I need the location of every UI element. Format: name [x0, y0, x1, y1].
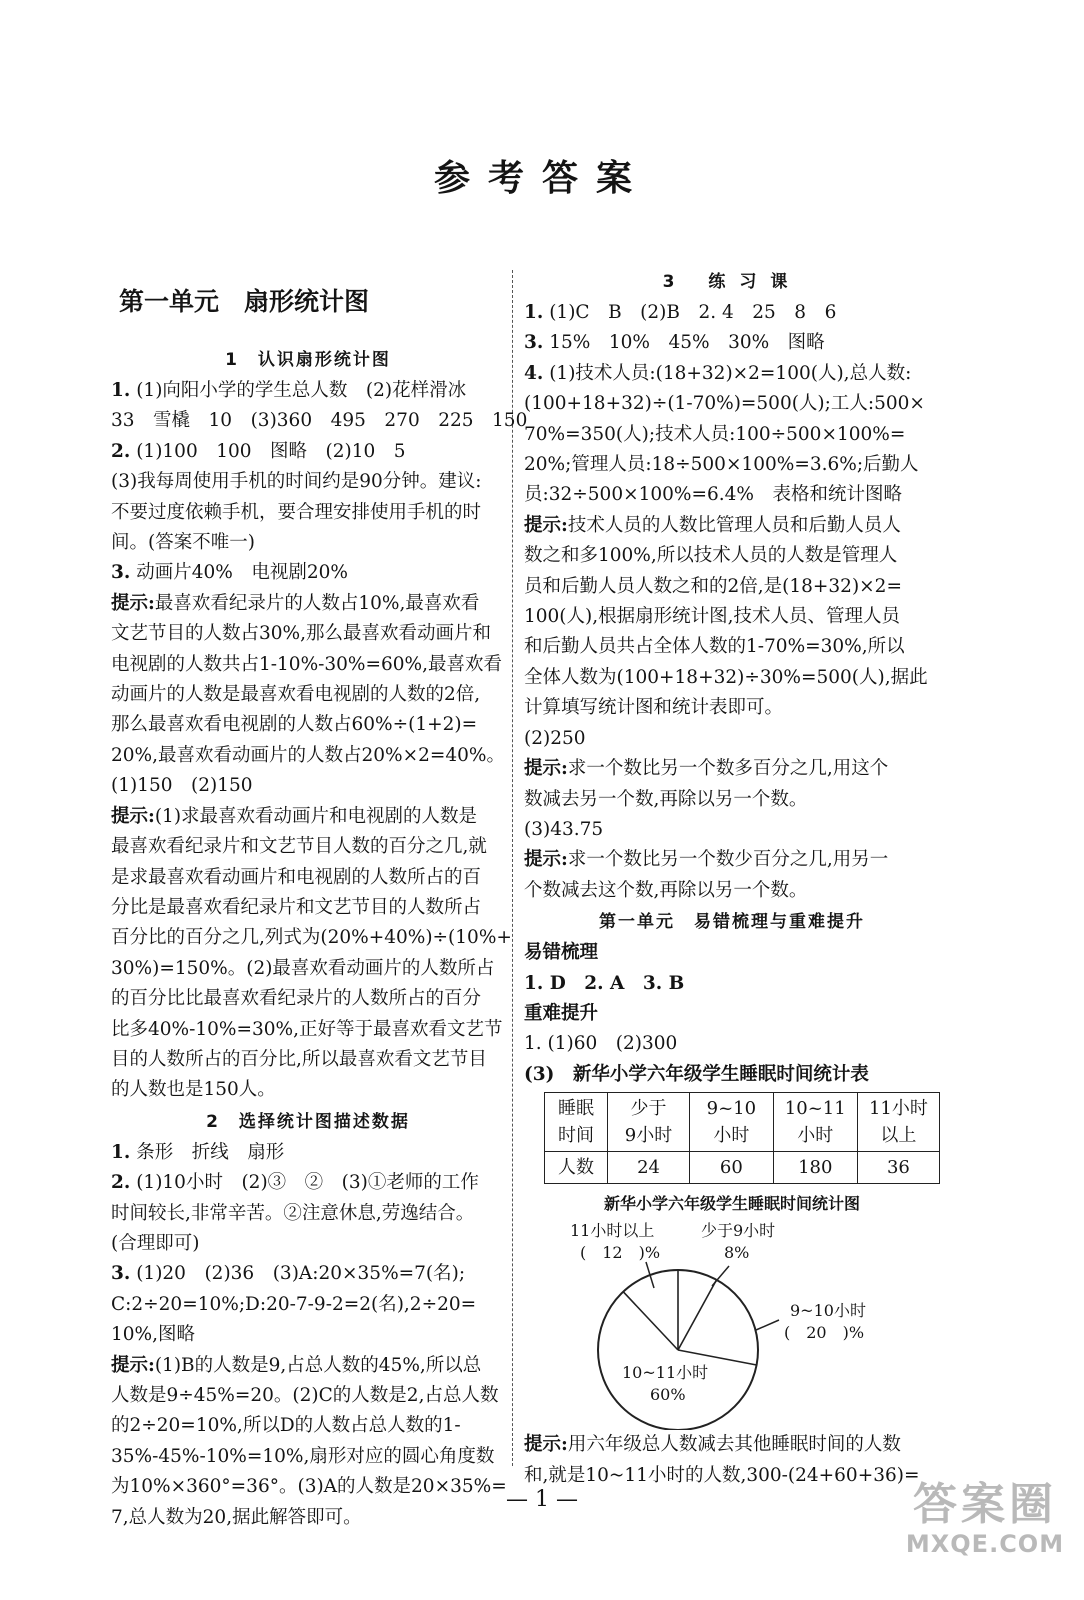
line-text: 数减去另一个数,再除以另一个数。: [524, 788, 808, 810]
answer-line: [111, 1320, 505, 1350]
table-cell: 人数: [545, 1152, 608, 1184]
right-column: [524, 266, 940, 1491]
table-row: [545, 1093, 940, 1152]
answer-line: [111, 1199, 505, 1229]
answer-line: [111, 832, 505, 862]
answer-line: [111, 528, 505, 558]
line-text: (1)向阳小学的学生总人数 (2)花样滑冰: [130, 380, 467, 401]
pie-label-under9-value: 8%: [724, 1243, 750, 1263]
line-text: 间。(答案不唯一): [111, 532, 255, 554]
line-text: 的2÷20=10%,所以D的人数占总人数的1-: [111, 1415, 461, 1437]
answer-line: [111, 1138, 505, 1168]
answer-line: [111, 1229, 505, 1259]
answer-line: [111, 1045, 505, 1075]
column-divider: [512, 270, 513, 1466]
line-marker: 提示:: [524, 849, 568, 871]
line-text: 和后勤人员共占全体人数的1-70%=30%,所以: [524, 636, 905, 658]
table-cell: 10~11 小时: [773, 1093, 857, 1152]
line-text: (1)100 100 图略 (2)10 5: [130, 440, 406, 462]
answer-line: [111, 376, 505, 406]
line-marker: 提示:: [524, 758, 568, 780]
answer-line: [111, 589, 505, 619]
answer-line: [524, 693, 940, 723]
line-text: 员和后勤人员人数之和的2倍,是(18+32)×2=: [524, 575, 902, 597]
table-cell: 180: [773, 1152, 857, 1184]
answer-line: [524, 815, 940, 845]
yicuo-heading: 易错梳理: [524, 942, 599, 964]
line-marker: 提示:: [524, 1434, 568, 1456]
answer-line: [524, 480, 940, 510]
pie-label-11plus-value: ( 12 )%: [580, 1243, 661, 1263]
section-heading-2: 2 选择统计图描述数据: [206, 1111, 410, 1132]
line-text: 技术人员的人数比管理人员和后勤人员人: [567, 514, 901, 536]
section-heading-1: 1 认识扇形统计图: [225, 350, 391, 370]
line-text: (1)20 (2)36 (3)A:20×35%=7(名);: [130, 1263, 466, 1285]
answer-line: [111, 984, 505, 1014]
answer-line: [524, 511, 940, 541]
line-text: 100(人),根据扇形统计图,技术人员、管理人员: [524, 606, 901, 628]
line-text: 为10%×360°=36°。(3)A的人数是20×35%=: [111, 1476, 507, 1498]
line-marker: 4.: [524, 362, 544, 384]
line-text: 全体人数为(100+18+32)÷30%=500(人),据此: [524, 666, 928, 688]
answer-line: [524, 785, 940, 815]
answer-line: [111, 558, 505, 588]
line-text: 个数减去这个数,再除以另一个数。: [524, 879, 808, 901]
answer-line: [111, 741, 505, 771]
line-text: 10%,图略: [111, 1324, 195, 1346]
answer-line: [111, 1351, 505, 1381]
line-marker: 提示:: [111, 1354, 155, 1376]
line-text: 数之和多100%,所以技术人员的人数是管理人: [524, 545, 898, 567]
final-hint: [524, 1430, 940, 1491]
table-row: [545, 1152, 940, 1184]
line-text: 的人数也是150人。: [111, 1079, 276, 1101]
answer-line: [111, 498, 505, 528]
answer-line: [524, 724, 940, 754]
answer-line: [111, 680, 505, 710]
unit-title: 第一单元 扇形统计图: [119, 287, 370, 316]
answer-line: [111, 467, 505, 497]
answer-line: [524, 298, 940, 328]
line-text: 人数是9÷45%=20。(2)C的人数是2,占总人数: [111, 1385, 499, 1406]
answer-line: [524, 420, 940, 450]
section-3-answers: [524, 298, 940, 906]
line-text: (1)10小时 (2)③ ② (3)①老师的工作: [130, 1172, 479, 1194]
answer-line: [524, 389, 940, 419]
answer-line: [111, 954, 505, 984]
answer-line: [111, 863, 505, 893]
answer-line: [111, 1381, 505, 1411]
answer-line: [111, 710, 505, 740]
line-marker: 提示:: [524, 514, 568, 536]
answer-line: [111, 923, 512, 953]
answer-line: [111, 1442, 505, 1472]
line-text: 30%)=150%。(2)最喜欢看动画片的人数所占: [111, 957, 495, 979]
line-marker: 1.: [524, 302, 544, 323]
line-text: 最喜欢看纪录片的人数占10%,最喜欢看: [154, 592, 480, 614]
line-text: 员:32÷500×100%=6.4% 表格和统计图略: [524, 484, 902, 506]
sleep-time-table: [544, 1092, 940, 1184]
pie-slice-boundary: [623, 1292, 678, 1350]
line-text: 文艺节目的人数占30%,那么最喜欢看动画片和: [111, 623, 492, 645]
answer-line: [111, 1290, 505, 1320]
line-text: 计算填写统计图和统计表即可。: [524, 697, 784, 719]
answer-line: [524, 359, 940, 389]
answer-line: [111, 771, 505, 801]
pie-label-11plus: 11小时以上: [570, 1221, 655, 1241]
answer-line: [524, 541, 940, 571]
line-text: (1)求最喜欢看动画片和电视剧的人数是: [154, 805, 478, 827]
line-text: 33 雪橇 10 (3)360 495 270 225 150: [111, 410, 528, 432]
line-text: 20%,最喜欢看动画片的人数占20%×2=40%。: [111, 744, 506, 766]
answer-line: [111, 1075, 505, 1105]
pie-label-10to11-value: 60%: [650, 1385, 686, 1405]
line-text: (1)B的人数是9,占总人数的45%,所以总: [154, 1354, 482, 1376]
line-text: 最喜欢看纪录片和文艺节目人数的百分之几,就: [111, 836, 487, 858]
pie-label-9to10-value: ( 20 )%: [784, 1323, 865, 1343]
page-number: — 1 —: [506, 1487, 578, 1512]
answer-line: [111, 1259, 505, 1289]
section-heading-3: 3 练习课: [662, 272, 802, 292]
answer-line: [524, 328, 940, 358]
line-text: 求一个数比另一个数少百分之几,用另一: [567, 849, 889, 871]
pie-label-10to11: 10~11小时: [622, 1363, 709, 1383]
pie-chart-title: 新华小学六年级学生睡眠时间统计图: [603, 1194, 860, 1214]
page-title: 参考答案: [433, 158, 650, 199]
pie-leader-line: [756, 1320, 779, 1330]
answer-line: [524, 754, 940, 784]
section-heading-4: 第一单元 易错梳理与重难提升: [599, 912, 865, 933]
line-marker: 2.: [111, 1172, 131, 1194]
answer-line: [524, 632, 940, 662]
line-text: 比多40%-10%=30%,正好等于最喜欢看文艺节: [111, 1018, 503, 1040]
answer-line: [111, 437, 505, 467]
section-1-answers: [111, 376, 528, 1106]
answer-line: [111, 1411, 505, 1441]
line-marker: 提示:: [111, 592, 155, 614]
line-text: 目的人数所占的百分比,所以最喜欢看文艺节目: [111, 1048, 487, 1070]
answer-line: [524, 845, 940, 875]
line-text: 35%-45%-10%=10%,扇形对应的圆心角度数: [111, 1445, 495, 1467]
answer-line: [111, 1168, 505, 1198]
table-cell: 11小时 以上: [857, 1093, 939, 1152]
table-cell: 9~10 小时: [690, 1093, 774, 1152]
line-text: 的百分比比最喜欢看纪录片的人数所占的百分: [111, 988, 482, 1010]
line-marker: 3.: [111, 562, 131, 584]
line-text: C:2÷20=10%;D:20-7-9-2=2(名),2÷20=: [111, 1293, 477, 1315]
line-marker: 1.: [111, 380, 131, 401]
line-text: 15% 10% 45% 30% 图略: [543, 332, 825, 354]
line-text: 求一个数比另一个数多百分之几,用这个: [567, 758, 889, 780]
pie-label-9to10: 9~10小时: [790, 1301, 866, 1321]
pie-slice-boundary: [678, 1280, 717, 1350]
section-2-answers: [111, 1138, 505, 1533]
line-text: (2)250: [524, 727, 586, 749]
answer-line: [524, 876, 940, 906]
line-marker: 1.: [111, 1141, 131, 1163]
line-text: 7,总人数为20,据此解答即可。: [111, 1506, 362, 1528]
answer-line: [524, 450, 940, 480]
line-marker: 3.: [111, 1263, 131, 1285]
zhongnan-answer: 1. (1)60 (2)300: [524, 1033, 678, 1055]
line-text: (3)我每周使用手机的时间约是90分钟。建议:: [111, 471, 482, 493]
line-text: 时间较长,非常辛苦。②注意休息,劳逸结合。: [111, 1202, 475, 1224]
answer-line: [111, 650, 505, 680]
line-text: (1)技术人员:(18+32)×2=100(人),总人数:: [543, 362, 912, 384]
zhongnan-heading: 重难提升: [524, 1002, 599, 1024]
line-text: 条形 折线 扇形: [130, 1141, 285, 1163]
line-text: 百分比的百分之几,列式为(20%+40%)÷(10%+: [111, 927, 512, 949]
line-text: 动画片40% 电视剧20%: [130, 562, 348, 584]
line-text: (1)150 (2)150: [111, 775, 253, 797]
line-text: 动画片的人数是最喜欢看电视剧的人数的2倍,: [111, 684, 481, 706]
line-text: 70%=350(人);技术人员:100÷500×100%=: [524, 423, 906, 445]
line-text: 不要过度依赖手机，要合理安排使用手机的时: [111, 501, 482, 523]
answer-line: [111, 619, 505, 649]
table-caption: (3) 新华小学六年级学生睡眠时间统计表: [524, 1063, 869, 1085]
line-text: 分比是最喜欢看纪录片和文艺节目的人数所占: [111, 896, 482, 918]
line-marker: 提示:: [111, 805, 155, 827]
answer-line: [524, 602, 940, 632]
answer-line: [111, 406, 528, 436]
line-text: (100+18+32)÷(1-70%)=500(人);工人:500×: [524, 393, 925, 415]
answer-line: [111, 893, 505, 923]
yicuo-answers: 1. D 2. A 3. B: [524, 972, 685, 994]
line-text: 和,就是10~11小时的人数,300-(24+60+36)=: [524, 1464, 920, 1486]
pie-label-under9: 少于9小时: [701, 1221, 776, 1241]
watermark-logo: 答案圈 MXQE.COM: [905, 1479, 1065, 1558]
answer-line: [524, 572, 940, 602]
answer-line: [111, 802, 505, 832]
line-marker: 3.: [524, 332, 544, 354]
answer-line: [111, 1015, 505, 1045]
sleep-pie-chart: [524, 1218, 940, 1430]
line-text: 是求最喜欢看动画片和电视剧的人数所占的百: [111, 866, 482, 888]
left-column: [111, 266, 528, 1533]
line-marker: 2.: [111, 440, 131, 462]
table-cell: 睡眠 时间: [545, 1093, 608, 1152]
line-text: (1)C B (2)B 2. 4 25 8 6: [543, 302, 837, 323]
table-cell: 60: [690, 1152, 774, 1184]
line-text: 用六年级总人数减去其他睡眠时间的人数: [567, 1434, 901, 1456]
table-cell: 36: [857, 1152, 939, 1184]
table-cell: 24: [607, 1152, 689, 1184]
line-text: 那么最喜欢看电视剧的人数占60%÷(1+2)=: [111, 714, 478, 736]
line-text: (3)43.75: [524, 818, 604, 840]
answer-line: [524, 663, 940, 693]
line-text: (合理即可): [111, 1232, 200, 1254]
line-text: 20%;管理人员:18÷500×100%=3.6%;后勤人: [524, 454, 919, 476]
answer-line: [524, 1430, 940, 1460]
table-cell: 少于 9小时: [607, 1093, 689, 1152]
line-text: 电视剧的人数共占1-10%-30%=60%,最喜欢看: [111, 653, 503, 675]
